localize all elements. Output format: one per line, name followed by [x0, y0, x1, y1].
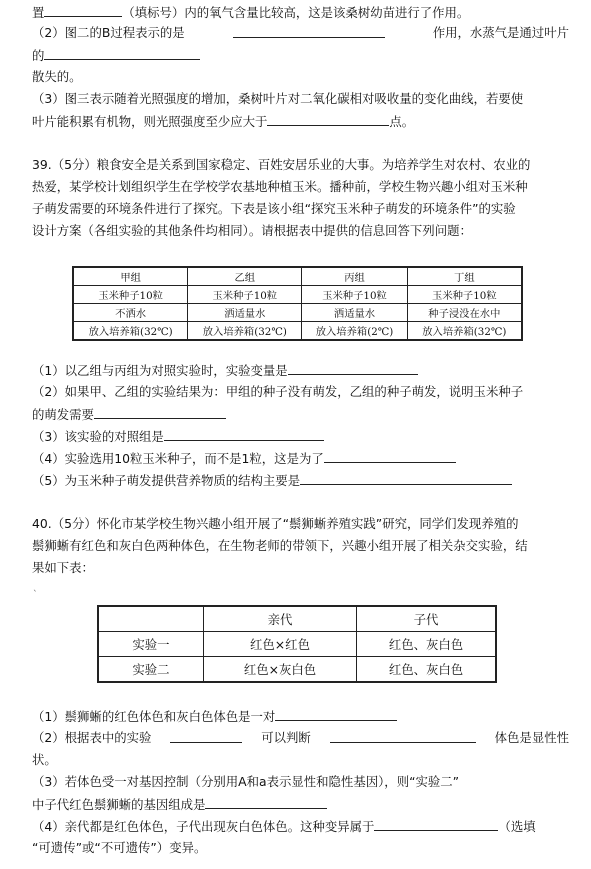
table-row	[73, 304, 522, 322]
table-cell: 红色、灰白色	[357, 657, 497, 683]
text: （2）根据表中的实验	[32, 730, 152, 745]
table-cell: 丙组	[302, 267, 407, 286]
text: （选填	[498, 819, 536, 834]
table-cell: 乙组	[188, 267, 302, 286]
table-cell: 玉米种子10粒	[407, 286, 522, 304]
answer-blank[interactable]	[288, 362, 418, 375]
q40-sub-3: （3）若体色受一对基因控制（分别用A和a表示显性和隐性基因），则“实验二”	[32, 774, 460, 789]
table-row	[73, 322, 522, 341]
q40-line-2: 鬃狮蜥有红色和灰白色两种体色，在生物老师的带领下，兴趣小组开展了相关杂交实验，结	[32, 538, 528, 553]
q40-sub-1	[32, 708, 397, 725]
top-q3-line-2	[32, 113, 414, 130]
q39-sub-5	[32, 472, 512, 489]
text: 中子代红色鬃狮蜥的基因组成是	[32, 797, 206, 812]
table-row	[73, 267, 522, 286]
q39-sub-2: （2）如果甲、乙组的实验结果为：甲组的种子没有萌发，乙组的种子萌发，说明玉米种子	[32, 384, 524, 399]
q39-line-2: 热爱，某学校计划组织学生在学校学农基地种植玉米。播种前，学校生物兴趣小组对玉米种	[32, 179, 528, 194]
q40-line-1: 40.（5分）怀化市某学校生物兴趣小组开展了“鬃狮蜥养殖实践”研究，同学们发现养殖的	[32, 516, 519, 531]
table-row	[98, 632, 496, 657]
q40-sub-3b	[32, 796, 327, 813]
q40-sub-2b: 状。	[32, 752, 57, 767]
q39-sub-3	[32, 428, 324, 445]
top-line-1	[32, 4, 469, 21]
q39-line-3: 子萌发需要的环境条件进行了探究。下表是该小组“探究玉米种子萌发的环境条件”的实验	[32, 201, 516, 216]
answer-blank[interactable]	[164, 428, 324, 441]
q40-sub-4	[32, 818, 536, 835]
text: （4）实验选用10粒玉米种子，而不是1粒，这是为了	[32, 451, 324, 466]
table-cell: 种子浸没在水中	[407, 304, 522, 322]
table-cell: 实验一	[98, 632, 204, 657]
text: （4）亲代都是红色体色，子代出现灰白色体色。这种变异属于	[32, 819, 375, 834]
answer-blank[interactable]	[300, 472, 512, 485]
table-cell: 红色×红色	[204, 632, 357, 657]
answer-blank[interactable]	[205, 796, 327, 809]
text: 置	[32, 5, 45, 20]
table-header-cell	[98, 606, 204, 632]
text: （填标号）内的氧气含量比较高，这是该桑树幼苗进行了作用。	[122, 5, 470, 20]
q39-sub-4	[32, 450, 456, 467]
text: （1）鬃狮蜥的红色体色和灰白色体色是一对	[32, 709, 276, 724]
answer-blank[interactable]	[44, 47, 200, 60]
table-cell: 红色、灰白色	[357, 632, 497, 657]
answer-blank[interactable]	[94, 406, 226, 419]
table-row	[73, 286, 522, 304]
q39-sub-1	[32, 362, 418, 379]
table-header-row	[98, 606, 496, 632]
q39-sub-2b	[32, 406, 226, 423]
text: 点。	[389, 114, 415, 129]
answer-blank[interactable]	[233, 25, 385, 38]
table-header-cell: 子代	[357, 606, 497, 632]
top-q2-line-2	[32, 47, 200, 64]
top-q2-line	[32, 25, 569, 41]
answer-blank[interactable]	[275, 708, 397, 721]
table-header-cell: 亲代	[204, 606, 357, 632]
table-cell: 放入培养箱(32℃)	[73, 322, 188, 341]
text: 的	[32, 48, 45, 63]
table-cell: 放入培养箱(32℃)	[407, 322, 522, 341]
text: （2）图二的B过程表示的是	[32, 25, 185, 40]
stray-mark: `	[33, 590, 38, 600]
text: （1）以乙组与丙组为对照实验时，实验变量是	[32, 363, 288, 378]
table-cell: 不洒水	[73, 304, 188, 322]
table-cell: 玉米种子10粒	[302, 286, 407, 304]
answer-blank[interactable]	[330, 730, 476, 743]
answer-blank[interactable]	[374, 818, 498, 831]
table-cell: 甲组	[73, 267, 188, 286]
text: 叶片能积累有机物，则光照强度至少应大于	[32, 114, 268, 129]
table-cell: 实验二	[98, 657, 204, 683]
text: 作用，水蒸气是通过叶片	[432, 25, 569, 40]
answer-blank[interactable]	[170, 730, 242, 743]
table-cell: 放入培养箱(2℃)	[302, 322, 407, 341]
q40-table	[97, 605, 497, 683]
table-cell: 丁组	[407, 267, 522, 286]
answer-blank[interactable]	[44, 4, 122, 17]
top-q2-line-3: 散失的。	[32, 69, 82, 84]
q40-line-3: 果如下表：	[32, 560, 94, 575]
q40-sub-4b: “可遗传”或“不可遗传”）变异。	[32, 840, 207, 855]
q39-table	[72, 266, 523, 341]
q40-sub-2	[32, 730, 569, 746]
table-cell: 玉米种子10粒	[188, 286, 302, 304]
answer-blank[interactable]	[267, 113, 389, 126]
top-q3-line-1: （3）图三表示随着光照强度的增加，桑树叶片对二氧化碳相对吸收量的变化曲线，若要使	[32, 91, 524, 106]
table-row	[98, 657, 496, 683]
text: （5）为玉米种子萌发提供营养物质的结构主要是	[32, 473, 301, 488]
table-cell: 洒适量水	[302, 304, 407, 322]
table-cell: 玉米种子10粒	[73, 286, 188, 304]
answer-blank[interactable]	[324, 450, 456, 463]
table-cell: 放入培养箱(32℃)	[188, 322, 302, 341]
table-cell: 洒适量水	[188, 304, 302, 322]
text: 的萌发需要	[32, 407, 94, 422]
table-cell: 红色×灰白色	[204, 657, 357, 683]
text: 可以判断	[261, 730, 311, 745]
q39-line-4: 设计方案（各组实验的其他条件均相同）。请根据表中提供的信息回答下列问题：	[32, 223, 472, 238]
text: （3）该实验的对照组是	[32, 429, 164, 444]
text: 体色是显性性	[494, 730, 569, 745]
q39-line-1: 39.（5分）粮食安全是关系到国家稳定、百姓安居乐业的大事。为培养学生对农村、农业的	[32, 157, 531, 172]
